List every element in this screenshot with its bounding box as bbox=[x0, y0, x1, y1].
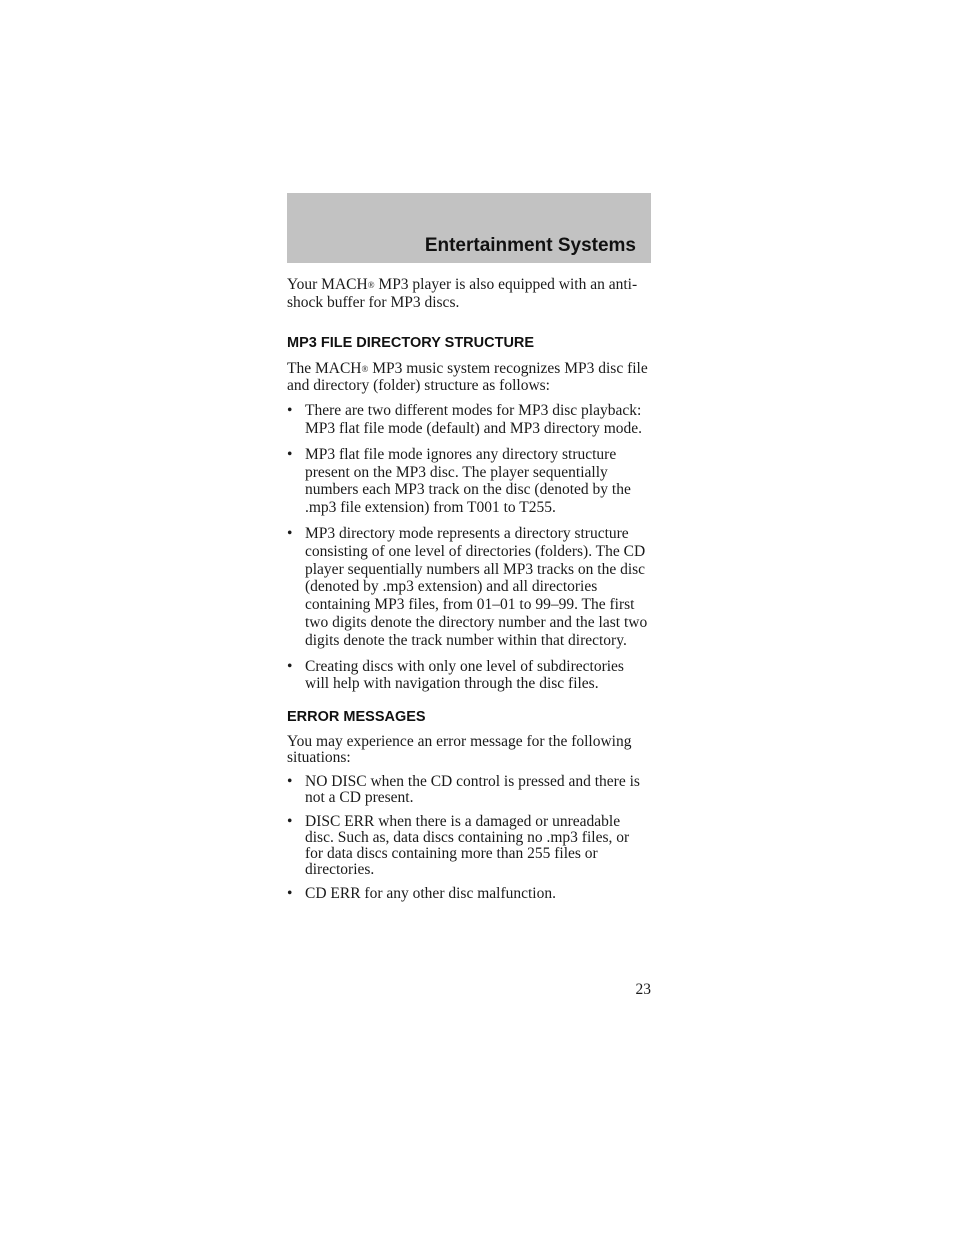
mp3-directory-list bbox=[287, 402, 651, 693]
bullet-icon: • bbox=[287, 657, 293, 675]
registered-mark: ® bbox=[367, 280, 375, 290]
list-item: • There are two different modes for MP3 disc playback: MP3 flat file mode (default) and MP3 directory mode. bbox=[287, 402, 643, 437]
bullet-icon: • bbox=[287, 524, 293, 542]
registered-mark: ® bbox=[361, 363, 369, 374]
list-item: • DISC ERR when there is a damaged or unreadable disc. Such as, data discs containing no .mp3 files, or for data discs containing more than 255 files or directories. bbox=[287, 813, 630, 879]
error-messages-heading: ERROR MESSAGES bbox=[287, 709, 426, 726]
error-messages-list bbox=[287, 774, 651, 902]
bullet-icon: • bbox=[287, 445, 293, 463]
page-number: 23 bbox=[635, 981, 651, 998]
list-item: • CD ERR for any other disc malfunction. bbox=[287, 885, 556, 903]
list-item: • NO DISC when the CD control is pressed and there is not a CD present. bbox=[287, 773, 640, 807]
intro-paragraph: Your MACH® MP3 player is also equipped with an anti-shock buffer for MP3 discs. bbox=[287, 276, 638, 311]
bullet-icon: • bbox=[287, 402, 293, 420]
error-messages-lead: You may experience an error message for the following situations: bbox=[287, 733, 632, 767]
list-item: • MP3 flat file mode ignores any directory structure present on the MP3 disc. The player sequentially numbers each MP3 track on the disc (denoted by the .mp3 file extension) from T001 to T255. bbox=[287, 445, 631, 517]
section-title: Entertainment Systems bbox=[424, 235, 636, 256]
list-item: • MP3 directory mode represents a directory structure consisting of one level of directories (folders). The CD player sequentially numbers all MP3 tracks on the disc (denoted by .mp3 extension) and all directories containing MP3 files, from 01–01 to 99–99. The first two digits denote the directory number and the last two digits denote the track number within that directory. bbox=[287, 524, 648, 649]
mp3-directory-lead: The MACH® MP3 music system recognizes MP3 disc file and directory (folder) structure as follows: bbox=[287, 359, 648, 395]
bullet-icon: • bbox=[287, 813, 293, 831]
mp3-directory-heading: MP3 FILE DIRECTORY STRUCTURE bbox=[287, 334, 535, 351]
bullet-icon: • bbox=[287, 885, 293, 903]
bullet-icon: • bbox=[287, 773, 293, 791]
manual-page bbox=[287, 193, 651, 998]
list-item: • Creating discs with only one level of subdirectories will help with navigation through the disc files. bbox=[287, 657, 624, 693]
section-header-band bbox=[287, 193, 651, 263]
